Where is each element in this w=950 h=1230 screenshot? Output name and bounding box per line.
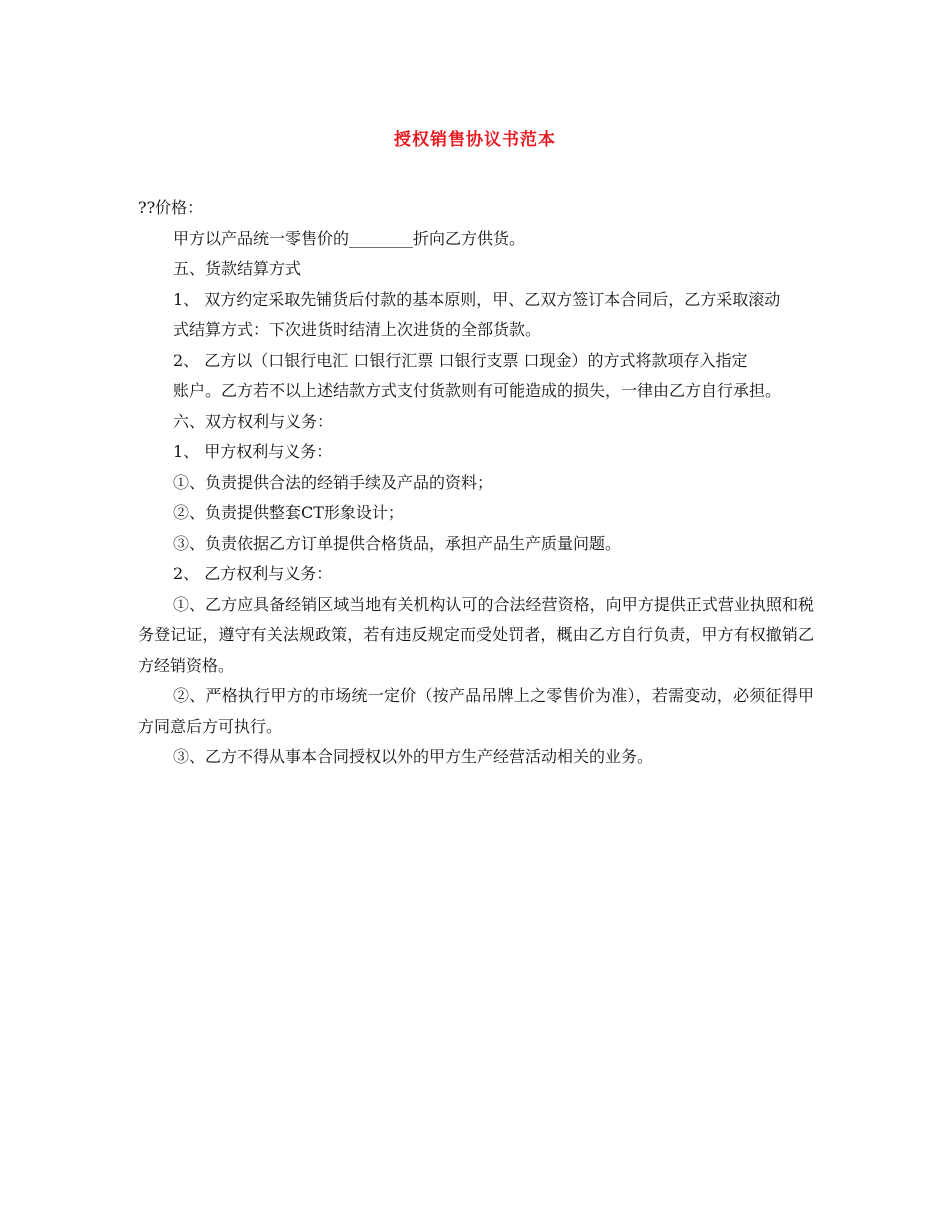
party-b-item-1: ①、乙方应具备经销区域当地有关机构认可的合法经营资格，向甲方提供正式营业执照和税务登记证，遵守有关法规政策，若有违反规定而受处罚者，概由乙方自行负责，甲方有权撤销乙方经销资格。 [138,594,814,675]
party-a-item-2: ②、负责提供整套CT形象设计； [173,503,404,522]
paragraph-payment-1-cont: 式结算方式：下次进货时结清上次进货的全部货款。 [173,320,542,339]
paragraph-payment-2: 2、 乙方以（口银行电汇 口银行汇票 口银行支票 口现金）的方式将款项存入指定 [173,350,748,370]
document-title: 授权销售协议书范本 [394,130,556,150]
document-body [138,193,814,773]
section-heading-rights: 六、双方权利与义务： [173,411,334,431]
paragraph-payment-1: 1、 双方约定采取先铺货后付款的基本原则，甲、乙双方签订本合同后，乙方采取滚动 [173,289,781,309]
paragraph-price-heading: ??价格： [138,198,204,217]
paragraph-price-discount: 甲方以产品统一零售价的________折向乙方供货。 [173,228,526,248]
subheading-party-a: 1、 甲方权利与义务： [173,442,333,461]
party-a-item-3: ③、负责依据乙方订单提供合格货品，承担产品生产质量问题。 [173,533,622,553]
section-heading-payment: 五、货款结算方式 [173,259,302,278]
party-b-item-2: ②、严格执行甲方的市场统一定价（按产品吊牌上之零售价为准），若需变动，必须征得甲方同意后方可执行。 [138,686,814,736]
party-b-item-3: ③、乙方不得从事本合同授权以外的甲方生产经营活动相关的业务。 [173,747,654,766]
party-a-item-1: ①、负责提供合法的经销手续及产品的资料； [173,472,494,492]
subheading-party-b: 2、 乙方权利与义务： [173,564,333,583]
paragraph-payment-2-cont: 账户。乙方若不以上述结款方式支付货款则有可能造成的损失，一律由乙方自行承担。 [173,381,782,400]
